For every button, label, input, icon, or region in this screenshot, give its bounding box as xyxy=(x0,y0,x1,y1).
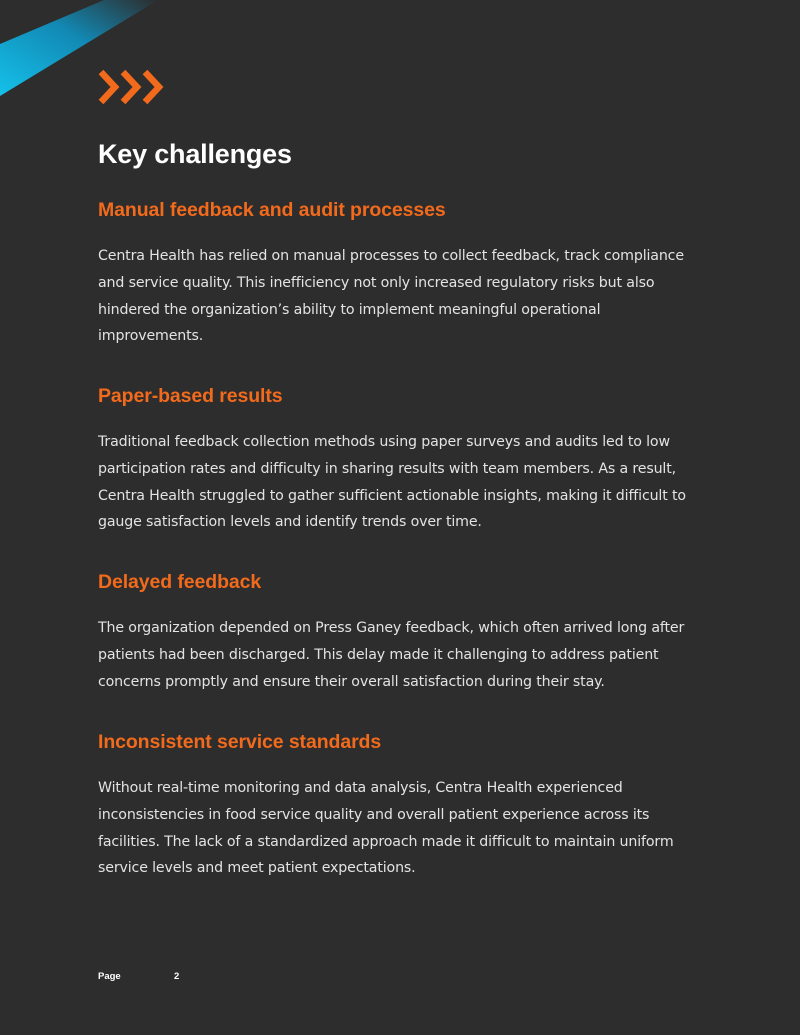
section-heading: Manual feedback and audit processes xyxy=(98,199,446,221)
section-body: Centra Health has relied on manual processes to collect feedback, track compliance and service quality. This inefficiency not only increased regulatory risks but also hindered the organization’s ability to implement meaningful operational improvements. xyxy=(98,248,684,345)
section-heading: Inconsistent service standards xyxy=(98,731,382,753)
section-heading: Delayed feedback xyxy=(98,571,262,593)
section-body: The organization depended on Press Ganey feedback, which often arrived long after patients had been discharged. This delay made it challenging to address patient concerns promptly and ensure their overall satisfaction during their stay. xyxy=(98,620,685,690)
section-inconsistent-standards xyxy=(98,729,708,882)
page-footer xyxy=(98,971,179,982)
page-title: Key challenges xyxy=(98,139,292,169)
section-body: Without real-time monitoring and data analysis, Centra Health experienced inconsistencies in food service quality and overall patient experience across its facilities. The lack of a standardized approach made it difficult to maintain uniform service levels and meet patient expectations. xyxy=(98,780,674,877)
section-manual-feedback xyxy=(98,197,708,350)
page-number: 2 xyxy=(174,971,180,982)
section-body: Traditional feedback collection methods using paper surveys and audits led to low participation rates and difficulty in sharing results with team members. As a result, Centra Health struggled to gather sufficient actionable insights, making it difficult to gauge satisfaction levels and identify trends over time. xyxy=(98,434,686,531)
section-delayed-feedback xyxy=(98,569,708,695)
section-paper-based xyxy=(98,383,708,536)
section-heading: Paper-based results xyxy=(98,385,283,407)
page-label: Page xyxy=(98,971,121,982)
triple-chevron-icon xyxy=(98,68,166,106)
